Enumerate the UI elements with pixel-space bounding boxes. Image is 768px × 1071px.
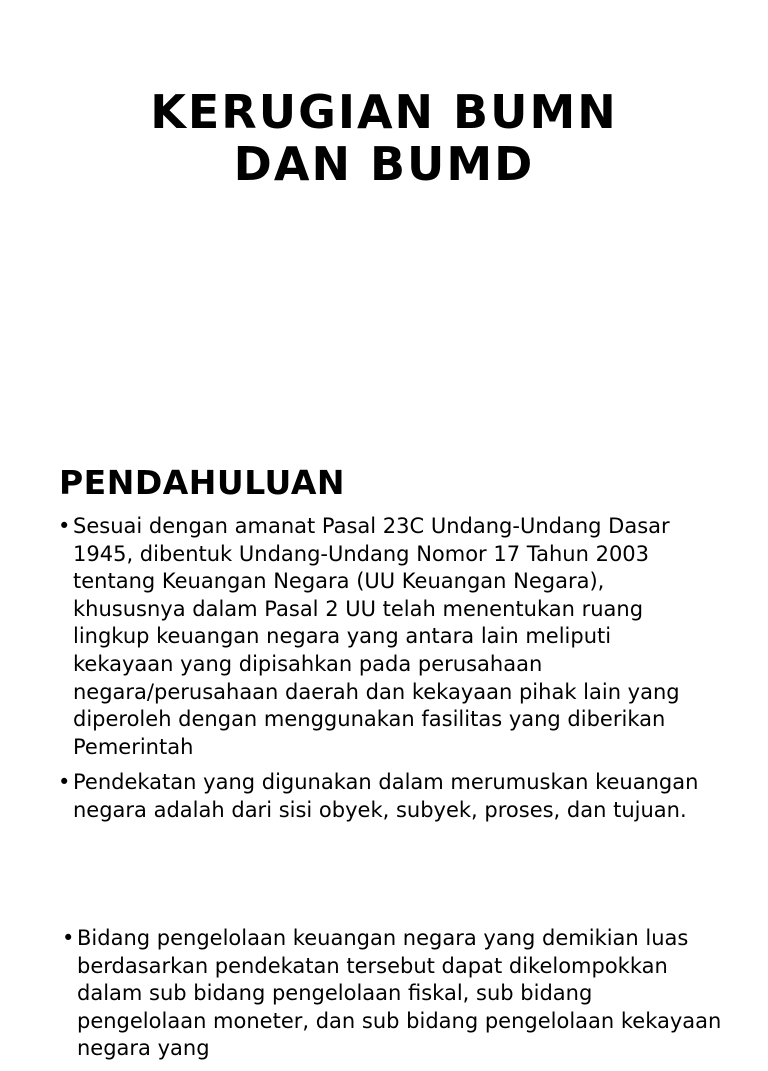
bullet-text: Sesuai dengan amanat Pasal 23C Undang-Undang Dasar 1945, dibentuk Undang-Undang Nomor 17 Tahun 2003 tentang Keuangan Negara (UU Keuangan Negara), khususnya dalam Pasal 2 UU telah menentukan ruang lingkup keuangan negara yang antara lain meliputi kekayaan yang dipisahkan pada perusahaan negara/perusahaan daerah dan kekayaan pihak lain yang diperoleh dengan menggunakan fasilitas yang diberikan Pemerintah bbox=[73, 514, 680, 759]
bullet-item bbox=[58, 513, 718, 761]
bullet-list bbox=[62, 925, 722, 1071]
slide-title bbox=[0, 86, 768, 190]
bullet-text: Bidang pengelolaan keuangan negara yang demikian luas berdasarkan pendekatan tersebut dapat dikelompokkan dalam sub bidang pengelolaan fiskal, sub bidang pengelolaan moneter, dan sub bidang pengelolaan kekayaan negara yang bbox=[77, 926, 722, 1061]
bullet-dot-icon: • bbox=[62, 926, 75, 950]
title-line-1: KERUGIAN BUMN bbox=[150, 85, 618, 139]
bullet-item bbox=[58, 769, 718, 824]
title-line-2: DAN BUMD bbox=[233, 137, 535, 191]
bullet-item bbox=[62, 925, 722, 1063]
bullet-dot-icon: • bbox=[58, 770, 71, 795]
section-heading: PENDAHULUAN bbox=[59, 463, 345, 502]
bullet-list bbox=[58, 513, 718, 833]
bullet-dot-icon: • bbox=[58, 514, 71, 538]
bullet-text: Pendekatan yang digunakan dalam merumuskan keuangan negara adalah dari sisi obyek, subyek, proses, dan tujuan. bbox=[73, 770, 699, 822]
